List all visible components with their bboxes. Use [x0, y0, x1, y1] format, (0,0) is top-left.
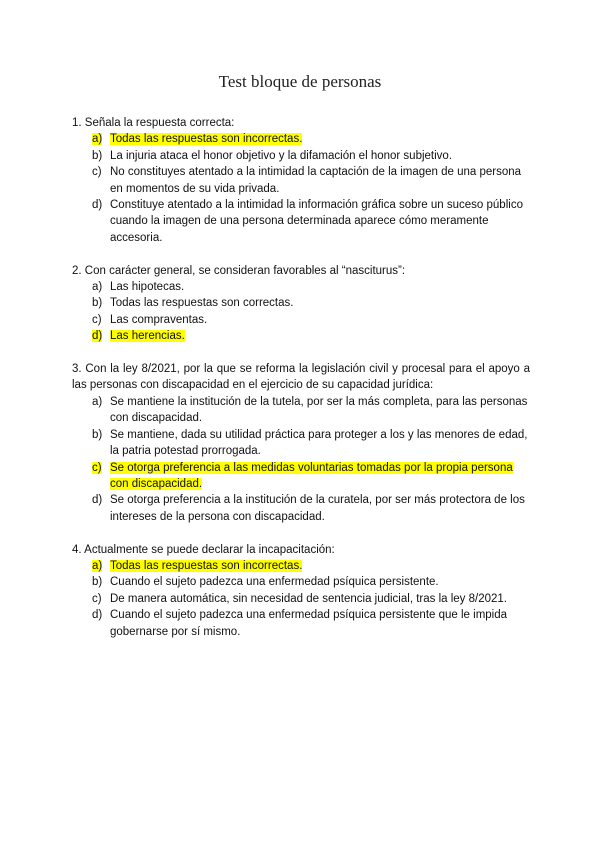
highlighted-answer: Las herencias.: [110, 330, 185, 343]
option-a: [72, 558, 530, 574]
question-list: [72, 115, 530, 656]
option-letter: [72, 558, 110, 574]
option-d: [72, 607, 530, 640]
option-letter: [72, 148, 110, 164]
option-letter-label: c): [92, 313, 102, 326]
question-text: 4. Actualmente se puede declarar la incapacitación:: [72, 543, 335, 556]
option-text: Se mantiene la institución de la tutela, por ser la más completa, para las personas con discapacidad.: [110, 395, 528, 425]
option-letter: [72, 295, 110, 311]
highlighted-answer: Todas las respuestas son incorrectas.: [110, 133, 303, 146]
option-a: [72, 394, 530, 427]
option-text: Las hipotecas.: [110, 281, 185, 294]
option-a: [72, 131, 530, 147]
option-text-wrap: [110, 148, 530, 164]
option-c: [72, 460, 530, 493]
option-letter: [72, 492, 110, 525]
option-text: Cuando el sujeto padezca una enfermedad psíquica persistente que le impida gobernarse por sí mismo.: [110, 609, 508, 638]
option-letter-label: a): [92, 559, 103, 572]
option-text-wrap: [110, 492, 530, 525]
option-text: La injuria ataca el honor objetivo y la difamación el honor subjetivo.: [110, 149, 453, 162]
option-letter: [72, 607, 110, 640]
option-letter-label: d): [92, 330, 103, 343]
option-text: Cuando el sujeto padezca una enfermedad psíquica persistente.: [110, 576, 439, 589]
option-letter-label: d): [92, 609, 103, 622]
highlighted-answer: Se otorga preferencia a las medidas voluntarias tomadas por la propia persona con discapacidad.: [110, 461, 513, 490]
option-text-wrap: [110, 558, 530, 574]
question-3: [72, 361, 530, 525]
highlighted-answer: Todas las respuestas son incorrectas.: [110, 559, 303, 572]
option-letter-label: b): [92, 297, 103, 310]
option-b: [72, 574, 530, 590]
option-text: Todas las respuestas son correctas.: [110, 297, 294, 310]
option-d: [72, 197, 530, 246]
option-text: De manera automática, sin necesidad de sentencia judicial, tras la ley 8/2021.: [110, 592, 507, 605]
option-letter-label: c): [92, 166, 102, 179]
option-text-wrap: [110, 164, 530, 197]
question-1: [72, 115, 530, 246]
option-text-wrap: [110, 295, 530, 311]
option-text-wrap: [110, 197, 530, 246]
question-text: 1. Señala la respuesta correcta:: [72, 117, 235, 129]
option-letter: [72, 574, 110, 590]
option-letter: [72, 460, 110, 493]
option-letter-label: d): [92, 494, 103, 507]
question-2: [72, 263, 530, 345]
option-text-wrap: [110, 427, 530, 460]
option-letter-label: a): [92, 395, 103, 408]
option-text: No constituyes atentado a la intimidad la captación de la imagen de una persona en momentos de su vida privada.: [110, 166, 522, 195]
option-c: [72, 591, 530, 607]
option-letter: [72, 591, 110, 607]
option-letter-label: b): [92, 576, 103, 589]
option-text-wrap: [110, 574, 530, 590]
option-c: [72, 164, 530, 197]
option-letter: [72, 312, 110, 328]
option-d: [72, 492, 530, 525]
option-text-wrap: [110, 328, 530, 344]
option-text: Se mantiene, dada su utilidad práctica para proteger a los y las menores de edad, la patria potestad prorrogada.: [110, 428, 528, 458]
option-letter-label: d): [92, 199, 103, 212]
option-c: [72, 312, 530, 328]
option-letter-label: a): [92, 281, 103, 294]
option-b: [72, 148, 530, 164]
option-text-wrap: [110, 394, 530, 427]
option-text: Constituye atentado a la intimidad la información gráfica sobre un suceso público cuando la imagen de una persona determinada aparece cómo meramente accesoria.: [110, 199, 523, 244]
option-d: [72, 328, 530, 344]
option-list: [72, 279, 530, 345]
option-letter: [72, 164, 110, 197]
option-letter-label: b): [92, 149, 103, 162]
option-list: [72, 558, 530, 640]
option-letter: [72, 197, 110, 246]
option-letter-label: c): [92, 461, 102, 474]
option-letter: [72, 394, 110, 427]
question-text: 3. Con la ley 8/2021, por la que se reforma la legislación civil y procesal para el apoyo a las personas con discapacidad en el ejercicio de su capacidad jurídica:: [72, 363, 530, 392]
option-list: [72, 131, 530, 246]
option-a: [72, 279, 530, 295]
option-text-wrap: [110, 312, 530, 328]
option-letter-label: a): [92, 133, 103, 146]
option-letter: [72, 131, 110, 147]
option-letter: [72, 279, 110, 295]
option-letter: [72, 328, 110, 344]
option-text-wrap: [110, 131, 530, 147]
option-text: Las compraventas.: [110, 313, 208, 326]
option-list: [72, 394, 530, 525]
question-text: 2. Con carácter general, se consideran favorables al “nasciturus”:: [72, 264, 406, 277]
option-text-wrap: [110, 279, 530, 295]
option-b: [72, 295, 530, 311]
option-b: [72, 427, 530, 460]
option-letter-label: b): [92, 428, 103, 441]
question-4: [72, 542, 530, 640]
option-text-wrap: [110, 591, 530, 607]
option-text-wrap: [110, 607, 530, 640]
page-title: Test bloque de personas: [218, 72, 382, 91]
option-text-wrap: [110, 460, 530, 493]
option-text: Se otorga preferencia a la institución de la curatela, por ser más protectora de los intereses de la persona con discapacidad.: [110, 494, 525, 523]
option-letter: [72, 427, 110, 460]
option-letter-label: c): [92, 592, 102, 605]
